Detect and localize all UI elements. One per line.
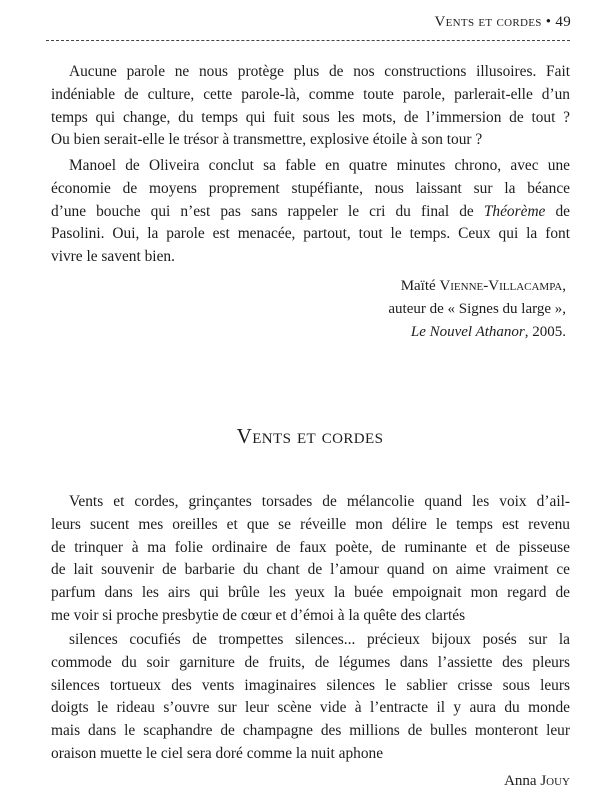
paragraph-3 — [51, 491, 570, 628]
signature-publication — [246, 321, 566, 344]
paragraph-3-line: parfum dans les airs qui brûle les yeux la buée empoignait mon regard de — [51, 584, 570, 602]
paragraph-2-line — [51, 201, 570, 224]
signature-first-name: Maïté — [400, 278, 436, 294]
paragraph-4-line: silences tortueux des vents imaginaires silences le sablier crisse sous leurs — [51, 676, 570, 694]
paragraph-4-line: commode du soir garniture de fruits, de légumes dans l’assiette des pleurs — [51, 653, 570, 671]
paragraph-3-line: de lait souvenir de barbarie du chant de l’amour quand on aime vraiment ce — [51, 561, 570, 579]
paragraph-4-line: oraison muette le ciel sera doré comme la nuit aphone — [51, 744, 384, 762]
paragraph-2-line: économie de moyens proprement stupéfiante, nous laissant sur la béance — [51, 179, 570, 197]
film-title-italic: Théorème — [483, 202, 546, 220]
header-rule — [46, 40, 570, 41]
header-separator: • — [545, 14, 552, 30]
paragraph-2 — [51, 155, 571, 269]
page-number: 49 — [555, 14, 571, 30]
paragraph-2-line: Pasolini. Oui, la parole est menacée, partout, tout le temps. Ceux qui la font — [51, 225, 570, 243]
paragraph-1-line: temps qui change, du temps qui fuit sous les mots, de l’immersion de tout ? — [51, 108, 570, 126]
paragraph-1-line: indéniable de culture, cette parole-là, comme toute parole, parlerait-elle d’un — [51, 85, 570, 103]
paragraph-4-line: mais dans le scaphandre de champagne des millions de bulles monteront leur — [51, 722, 570, 740]
signature-name — [246, 275, 566, 298]
signature-block — [246, 275, 566, 343]
paragraph-3-line: de trinquer à ma folie ordinaire de faux poète, de ruminante et de pisseuse — [51, 538, 570, 556]
paragraph-4 — [51, 629, 570, 766]
author-first-name: Anna — [504, 773, 537, 789]
running-header — [435, 14, 571, 31]
paragraph-3-line: leurs sucent mes oreilles et que se réveille mon délire le temps est revenu — [51, 515, 570, 533]
paragraph-2-line: vivre le savent bien. — [51, 248, 175, 266]
signature-role: auteur de « Signes du large », — [388, 300, 566, 317]
signature-last-name: Vienne-Villacampa, — [439, 278, 566, 294]
paragraph-2-line3-end: de — [545, 202, 571, 220]
paragraph-4-line: silences cocufiés de trompettes silences... précieux bijoux posés sur la — [69, 631, 570, 648]
paragraph-1-line: Aucune parole ne nous protège plus de nos constructions illusoires. Fait — [69, 63, 570, 80]
paragraph-1 — [51, 61, 570, 152]
author-last-name: Jouy — [540, 773, 570, 789]
paragraph-4-line: doigts le rideau s’ouvre sur leur scène vide à l’entracte il y aura du monde — [51, 699, 570, 717]
paragraph-2-line: Manoel de Oliveira conclut sa fable en quatre minutes chrono, avec une — [69, 157, 570, 174]
poem-title: Vents et cordes — [236, 424, 384, 448]
header-title: Vents et cordes — [434, 14, 542, 30]
paragraph-2-line3-start: d’une bouche qui n’est pas sans rappeler le cri du final de — [51, 202, 484, 220]
publication-title: Le Nouvel Athanor — [410, 323, 525, 340]
paragraph-1-line: Ou bien serait-elle le trésor à transmettre, explosive étoile à son tour ? — [51, 131, 483, 149]
paragraph-3-line: Vents et cordes, grinçantes torsades de mélancolie quand les voix d’ail- — [69, 493, 570, 510]
paragraph-3-line: me voir si proche presbytie de cœur et d’émoi à la quête des clartés — [51, 606, 466, 624]
publication-year: , 2005. — [524, 323, 566, 340]
poem-author — [504, 773, 570, 790]
